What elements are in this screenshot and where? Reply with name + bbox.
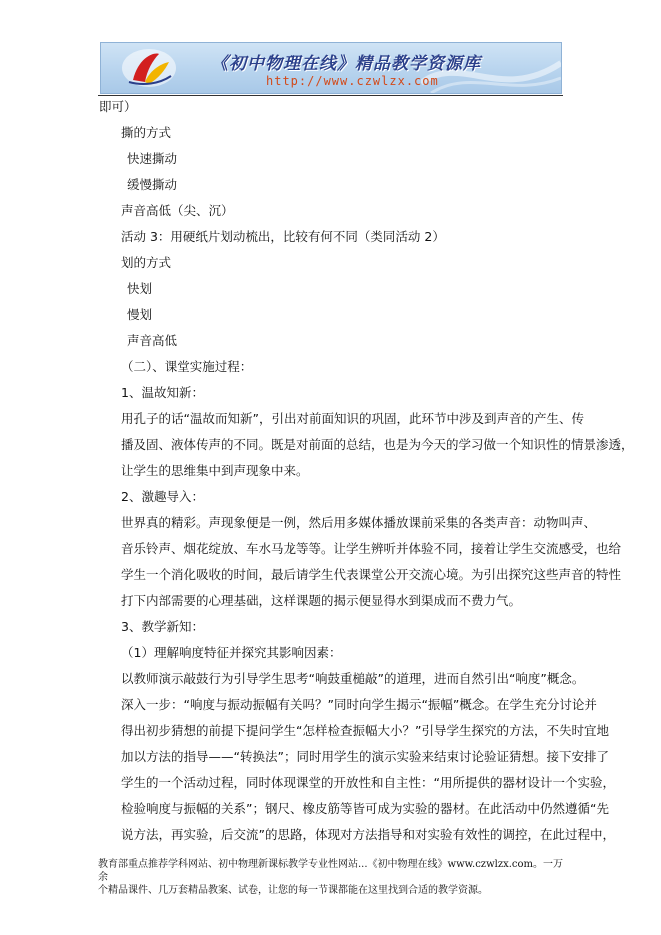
text-line: 检验响度与振幅的关系”；钢尺、橡皮筋等皆可成为实验的器材。在此活动中仍然遵循“先 [121,801,609,816]
text-line: 缓慢撕动 [127,177,178,192]
text-line: 说方法，再实验，后交流”的思路，体现对方法指导和对实验有效性的调控，在此过程中， [121,827,615,842]
text-line: 快速撕动 [127,151,178,166]
header-url[interactable]: http://www.czwlzx.com [266,74,439,88]
text-line: 声音高低（尖、沉） [121,203,234,218]
text-line: 2、激趣导入： [121,489,204,504]
text-line: 3、教学新知： [121,619,204,634]
text-line: 学生的一个活动过程，同时体现课堂的开放性和自主性：“用所提供的器材设计一个实验， [121,775,615,790]
text-line: （1）理解响度特征并探究其影响因素： [121,645,342,660]
text-line: 用孔子的话“温故而知新”，引出对前面知识的巩固，此环节中涉及到声音的产生、传 [121,411,584,426]
text-line: 得出初步猜想的前提下提问学生“怎样检查振幅大小？”引导学生探究的方法，不失时宜地 [121,723,609,738]
text-line: 声音高低 [127,333,178,348]
text-line: 世界真的精彩。声现象便是一例，然后用多媒体播放课前采集的各类声音：动物叫声、 [121,515,597,530]
footer-line: 个精品课件、几万套精品教案、试卷，让您的每一节课都能在这里找到合适的教学资源。 [98,885,488,896]
page-footer [98,858,568,897]
text-line: 即可） [99,99,137,114]
text-line: 让学生的思维集中到声现象中来。 [121,463,309,478]
header-banner [100,42,562,94]
text-line: 打下内部需要的心理基础，这样课题的揭示便显得水到渠成而不费力气。 [121,593,522,608]
text-line: 划的方式 [121,255,172,270]
footer-line: 教育部重点推荐学科网站、初中物理新课标教学专业性网站...《初中物理在线》www.czwlzx.com。一万余 [98,859,564,883]
text-line: 慢划 [127,307,153,322]
text-line: 播及固、液体传声的不同。既是对前面的总结，也是为今天的学习做一个知识性的情景渗透， [121,437,634,452]
text-line: 加以方法的指导——“转换法”；同时用学生的演示实验来结束讨论验证猜想。接下安排了 [121,749,609,764]
header-rule [98,95,563,96]
text-line: 学生一个消化吸收的时间，最后请学生代表课堂公开交流心境。为引出探究这些声音的特性 [121,567,622,582]
text-line: 撕的方式 [121,125,172,140]
text-line: 快划 [127,281,153,296]
site-logo-icon [119,46,179,90]
text-line: 深入一步：“响度与振动振幅有关吗？”同时向学生揭示“振幅”概念。在学生充分讨论并 [121,697,597,712]
text-line: 1、温故知新： [121,385,204,400]
text-line: 音乐铃声、烟花绽放、车水马龙等等。让学生辨听并体验不同，接着让学生交流感受，也给 [121,541,622,556]
header-title: 《初中物理在线》精品教学资源库 [211,54,481,74]
text-line: 活动 3：用硬纸片划动梳出，比较有何不同（类同活动 2） [121,229,445,244]
text-line: 以教师演示敲鼓行为引导学生思考“响鼓重槌敲”的道理，进而自然引出“响度”概念。 [121,671,585,686]
text-line: （二）、课堂实施过程： [121,359,253,374]
